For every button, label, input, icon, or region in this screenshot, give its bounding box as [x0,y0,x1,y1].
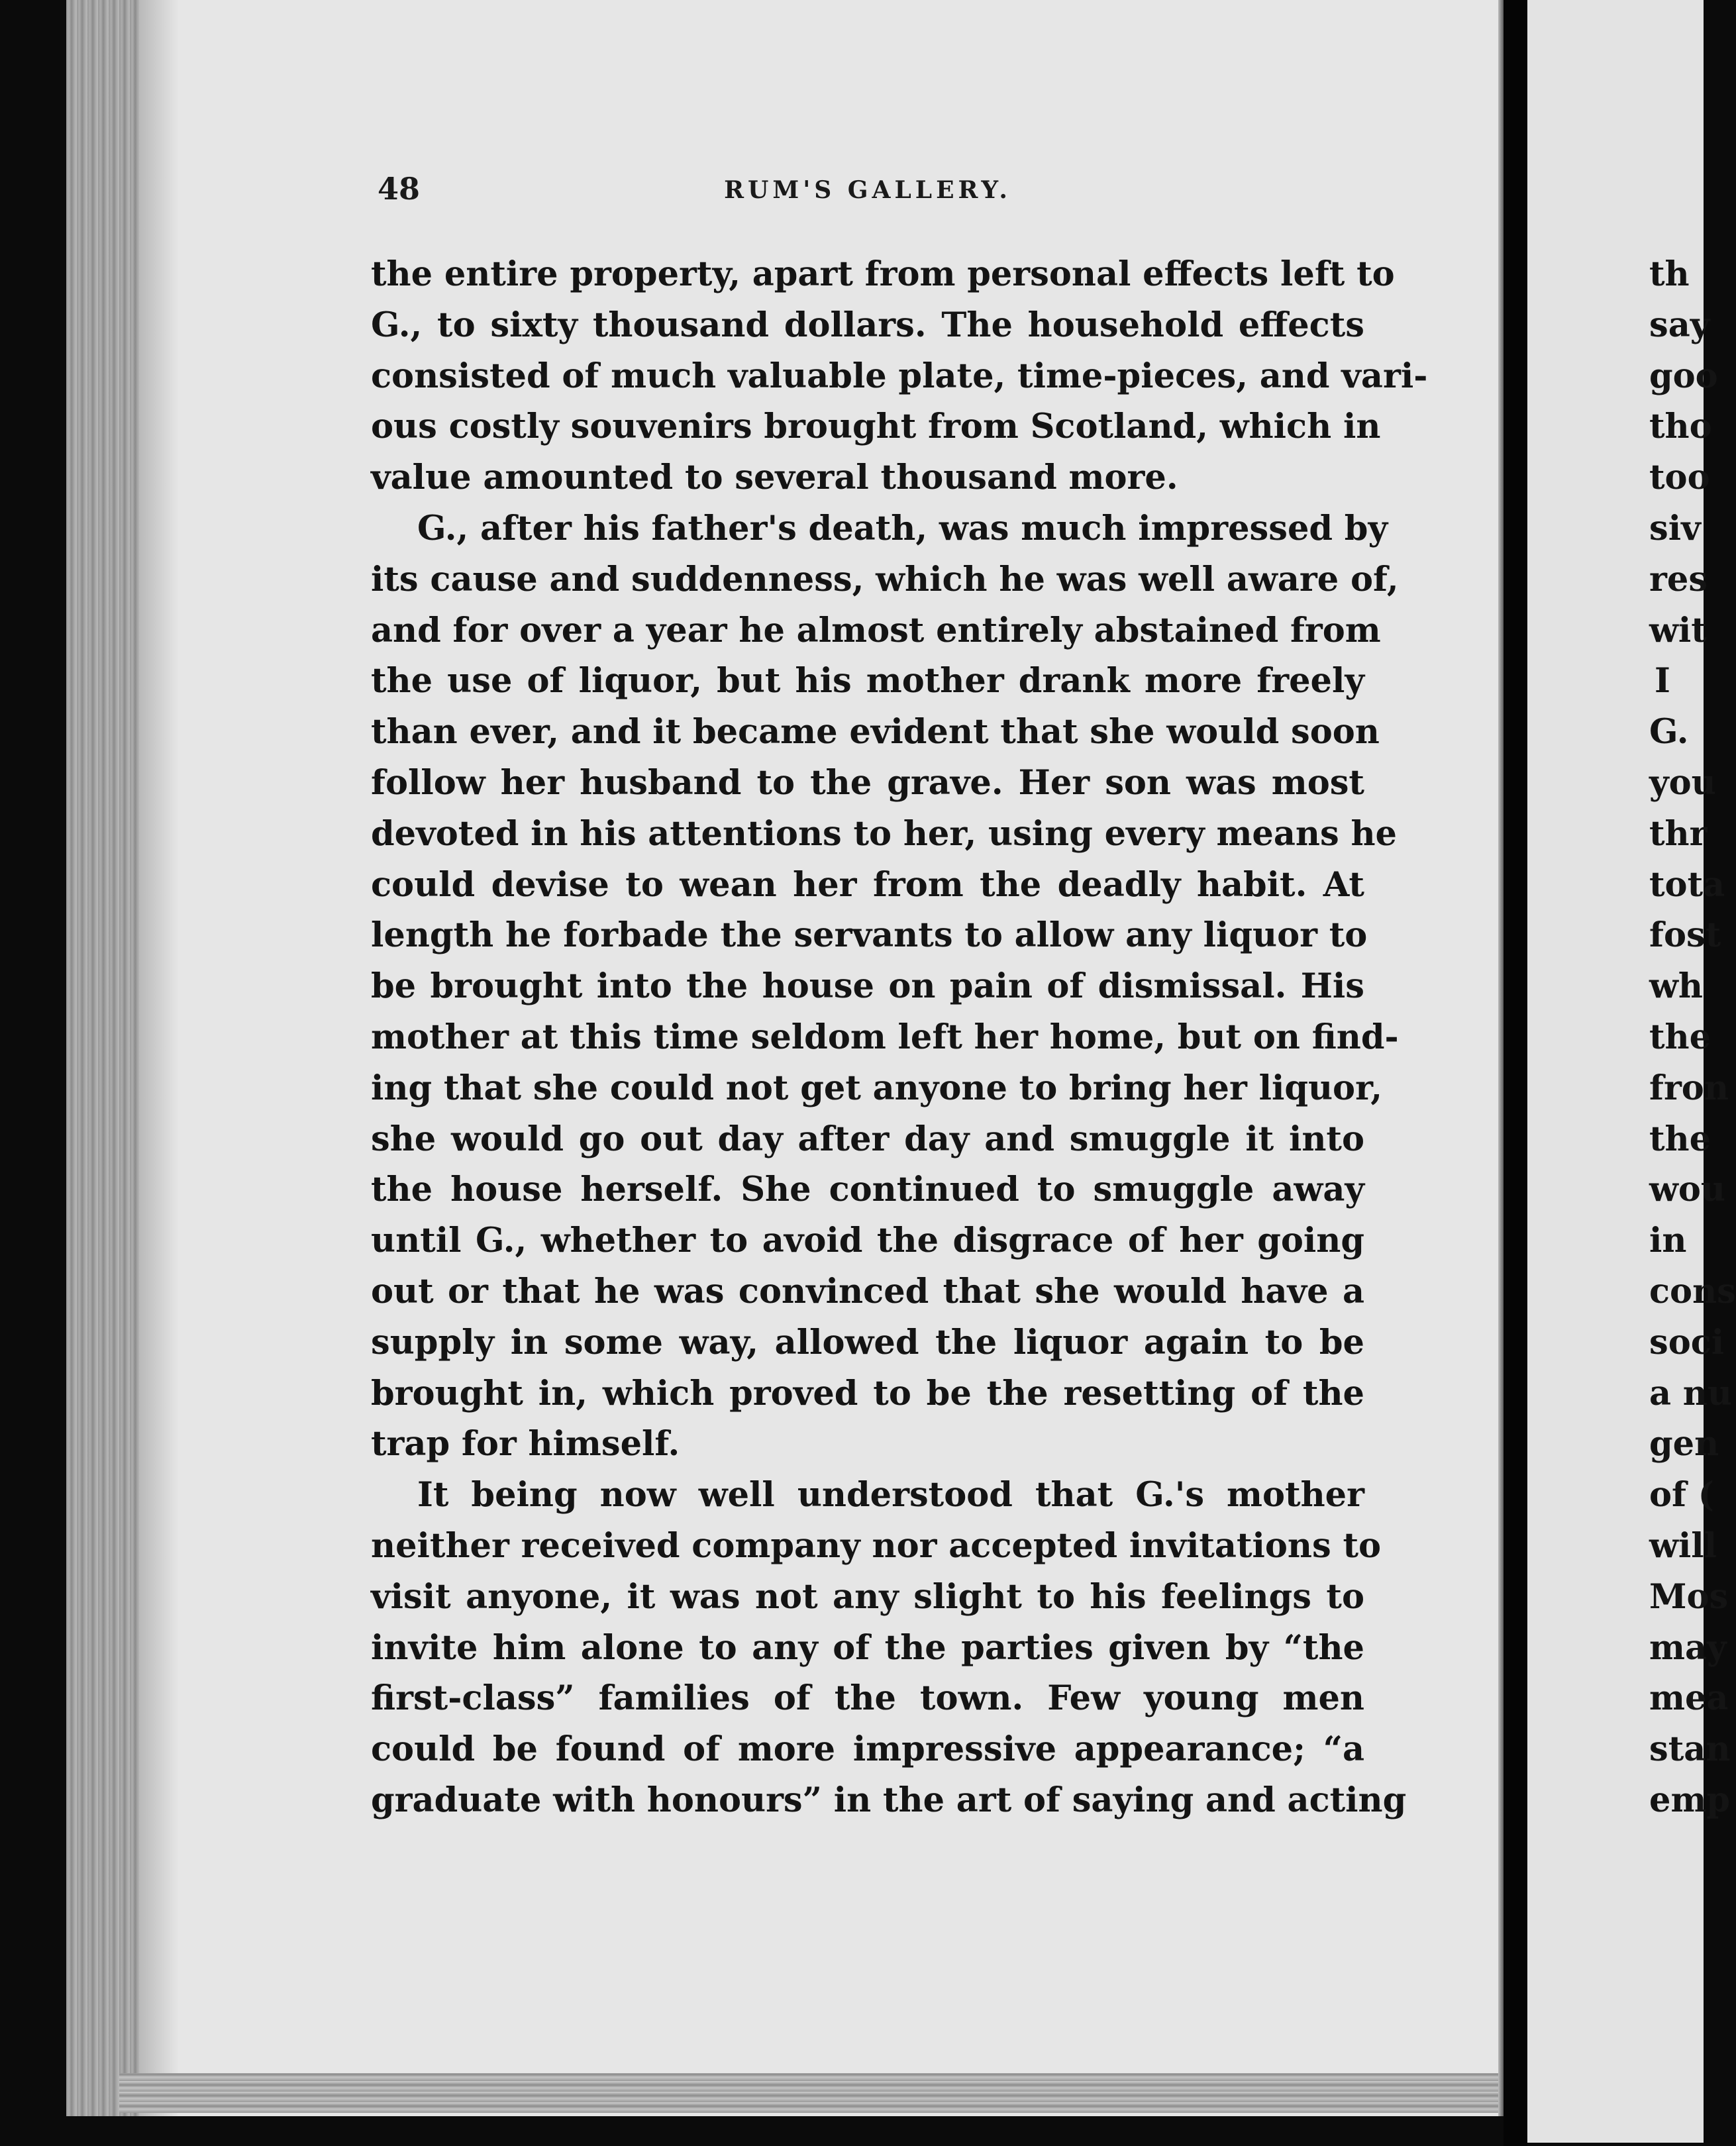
text-line: consisted of much valuable plate, time-pieces, and vari- [371,356,1428,396]
page-number: 48 [378,171,421,207]
left-page-edge-stack [66,0,139,2116]
text-line: G. [1649,712,1689,752]
text-line: follow her husband to the grave. Her son was most [371,762,1364,803]
text-line: wh [1649,966,1703,1007]
text-line: neither received company nor accepted invitations to [371,1525,1382,1566]
text-line: could devise to wean her from the deadly habit. At [371,864,1364,905]
text-line: the [1649,1119,1711,1159]
text-line: ous costly souvenirs brought from Scotland, which in [371,407,1381,447]
text-line: supply in some way, allowed the liquor again to be [371,1322,1364,1362]
text-line: res [1649,559,1708,599]
text-line: goo [1649,356,1718,396]
text-line: than ever, and it became evident that she would soon [371,712,1380,752]
text-line: until G., whether to avoid the disgrace of her going [371,1221,1364,1261]
text-line: and for over a year he almost entirely abstained from [371,610,1381,650]
text-line: could be found of more impressive appearance; “a [371,1729,1364,1770]
text-line: its cause and suddenness, which he was well aware of, [371,559,1399,599]
text-line: visit anyone, it was not any slight to his feelings to [371,1576,1364,1617]
text-line: G., after his father's death, was much impressed by [417,508,1388,548]
text-line: say [1649,305,1710,345]
left-page-edge-shadow [139,0,179,2116]
text-line: tota [1649,864,1725,905]
text-line: the use of liquor, but his mother drank more freely [371,661,1364,701]
text-line: cons [1649,1271,1736,1311]
text-line: devoted in his attentions to her, using every means he [371,813,1398,854]
text-line: the entire property, apart from personal effects left to [371,254,1395,294]
text-line: emp [1649,1780,1731,1820]
text-line: tho [1649,407,1712,447]
text-line: ing that she could not get anyone to bring her liquor, [371,1068,1382,1108]
text-line: It being now well understood that G.'s mother [417,1475,1364,1515]
text-line: fron [1649,1068,1729,1108]
text-line: invite him alone to any of the parties given by “the [371,1627,1364,1668]
text-line: length he forbade the servants to allow any liquor to [371,915,1368,956]
text-line: graduate with honours” in the art of saying and acting [371,1780,1407,1820]
text-line: value amounted to several thousand more. [371,458,1178,498]
text-line: in [1649,1221,1687,1261]
text-line: gen [1649,1424,1719,1464]
text-line: Mos [1649,1576,1729,1617]
text-line: wit [1649,610,1707,650]
book-gutter [1504,0,1527,2146]
text-line: stan [1649,1729,1731,1770]
running-head: RUM'S GALLERY. [724,176,1011,204]
text-line: wou [1649,1170,1725,1210]
text-line: mother at this time seldom left her home, but on find- [371,1017,1399,1057]
text-line: the [1649,1017,1711,1057]
text-line: thr [1649,813,1708,854]
text-line: trap for himself. [371,1424,680,1464]
text-line: brought in, which proved to be the resetting of the [371,1373,1364,1413]
text-line: th [1649,254,1690,294]
text-line: first-class” families of the town. Few young men [371,1678,1364,1719]
right-page-cropped-text [1649,249,1736,1826]
text-line: I [1655,661,1670,701]
text-line: G., to sixty thousand dollars. The household effects [371,305,1364,345]
text-line: she would go out day after day and smuggle it into [371,1119,1364,1159]
text-line: mea [1649,1678,1729,1719]
bottom-page-edge-stack [119,2073,1510,2113]
text-line: a nu [1649,1373,1732,1413]
text-line: out or that he was convinced that she would have a [371,1271,1364,1311]
left-page-body-text [371,249,1428,1826]
text-line: you [1649,762,1716,803]
page-header [371,171,1364,224]
text-line: fost [1649,915,1721,956]
text-line: of ( [1649,1475,1714,1515]
text-line: may [1649,1627,1727,1668]
text-line: the house herself. She continued to smuggle away [371,1170,1364,1210]
text-line: too [1649,458,1710,498]
text-line: will [1649,1525,1717,1566]
text-line: siv [1649,508,1701,548]
text-line: soci [1649,1322,1725,1362]
text-line: be brought into the house on pain of dismissal. His [371,966,1364,1007]
